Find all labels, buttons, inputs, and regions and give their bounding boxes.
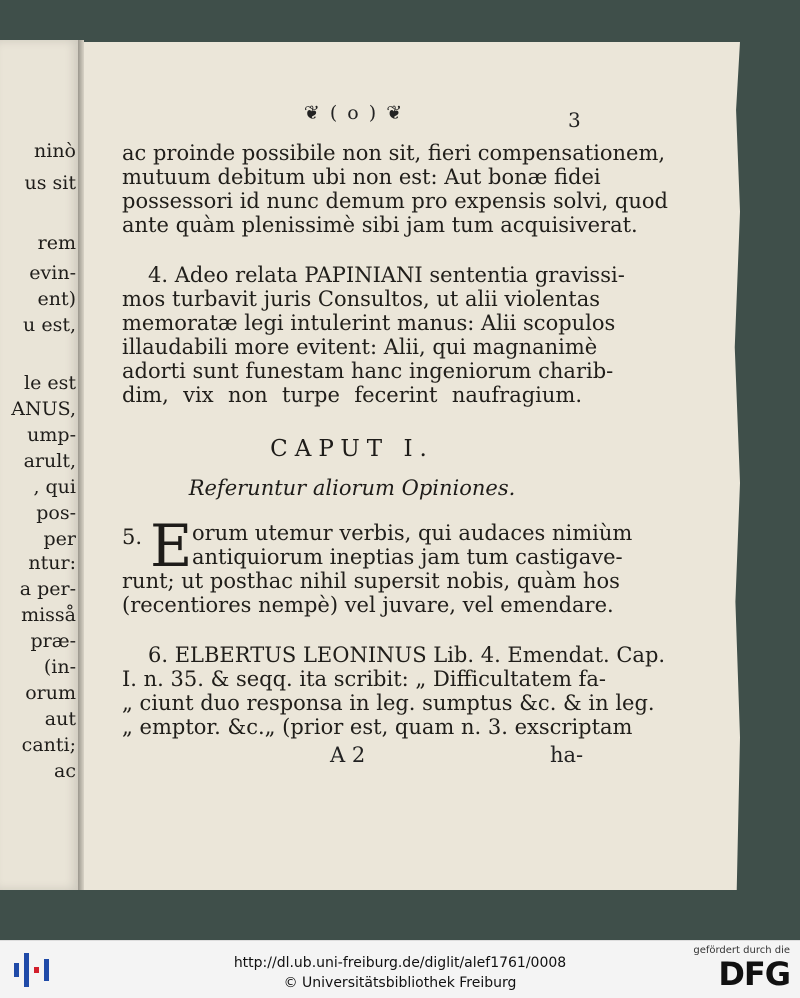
left-page-fragment: ent) <box>37 288 76 310</box>
left-page-fragment: aut <box>44 708 76 730</box>
text-line: runt; ut posthac nihil supersit nobis, quàm hos <box>122 569 620 593</box>
left-page-fragment: ac <box>54 760 76 782</box>
text-line: ante quàm plenissimè sibi jam tum acquisiverat. <box>122 213 638 237</box>
left-page-fragment: ANUS, <box>11 398 76 420</box>
footer-bar <box>0 940 800 998</box>
left-page-fragment: arult, <box>23 450 76 472</box>
left-page-fragment: (in- <box>43 656 76 678</box>
left-page-fragment: evin- <box>29 262 76 284</box>
text-line: orum utemur verbis, qui audaces nimiùm <box>192 521 633 545</box>
text-line: dim, vix non turpe fecerint naufragium. <box>122 383 582 407</box>
left-page-fragment: le est <box>24 372 76 394</box>
text-line: mutuum debitum ubi non est: Aut bonæ fidei <box>122 165 601 189</box>
text-line: possessori id nunc demum pro expensis solvi, quod <box>122 189 668 213</box>
permalink-url[interactable]: http://dl.ub.uni-freiburg.de/diglit/alef1761/0008 <box>233 955 567 971</box>
text-line: I. n. 35. & seqq. ita scribit: „ Difficultatem fa- <box>122 667 606 691</box>
text-line: „ ciunt duo responsa in leg. sumptus &c. & in leg. <box>122 691 655 715</box>
copyright-text: © Universitätsbibliothek Freiburg <box>283 975 517 991</box>
text-line: mos turbavit juris Consultos, ut alii violentas <box>122 287 600 311</box>
left-page-fragment: a per- <box>19 578 76 600</box>
left-page-fragment: us sit <box>24 172 76 194</box>
text-line: (recentiores nempè) vel juvare, vel emendare. <box>122 593 614 617</box>
left-page-fragment: , qui <box>33 476 76 498</box>
left-page-fragment: ump- <box>27 424 76 446</box>
page-number: 3 <box>568 108 581 132</box>
drop-capital: E <box>150 512 193 580</box>
signature-mark: A 2 <box>330 743 366 767</box>
left-page-fragment: pos- <box>36 502 76 524</box>
left-page-fragment: præ- <box>30 630 76 652</box>
chapter-subtitle: Referuntur aliorum Opiniones. <box>188 476 516 500</box>
book-gutter <box>78 40 84 890</box>
text-line: memoratæ legi intulerint manus: Alii scopulos <box>122 311 616 335</box>
text-line: 6. ELBERTUS LEONINUS Lib. 4. Emendat. Cap. <box>148 643 666 667</box>
left-page-fragment: u est, <box>23 314 76 336</box>
left-page-fragment: ninò <box>34 140 76 162</box>
text-line: adorti sunt funestam hanc ingeniorum charib- <box>122 359 614 383</box>
left-page-fragment: misså <box>21 604 76 626</box>
text-line: 4. Adeo relata PAPINIANI sententia gravissi- <box>148 263 625 287</box>
header-ornament: ❦ ( o ) ❦ <box>303 102 405 124</box>
dfg-logo: DFG <box>718 955 790 993</box>
catchword: ha- <box>550 743 584 767</box>
text-line: illaudabili more evitent: Alii, qui magnanimè <box>122 335 598 359</box>
left-page-fragment: ntur: <box>28 552 76 574</box>
left-page-fragment: canti; <box>21 734 76 756</box>
text-line: ac proinde possibile non sit, fieri compensationem, <box>122 141 666 165</box>
text-line: „ emptor. &c.„ (prior est, quam n. 3. exscriptam <box>122 715 633 739</box>
text-line: antiquiorum ineptias jam tum castigave- <box>192 545 623 569</box>
paragraph-number: 5. <box>122 525 143 549</box>
left-page-fragment: per <box>43 528 76 550</box>
left-page-fragment: rem <box>37 232 76 254</box>
funding-label: gefördert durch die <box>693 945 790 956</box>
chapter-title: CAPUT I. <box>270 436 434 462</box>
left-page-fragment: orum <box>25 682 76 704</box>
